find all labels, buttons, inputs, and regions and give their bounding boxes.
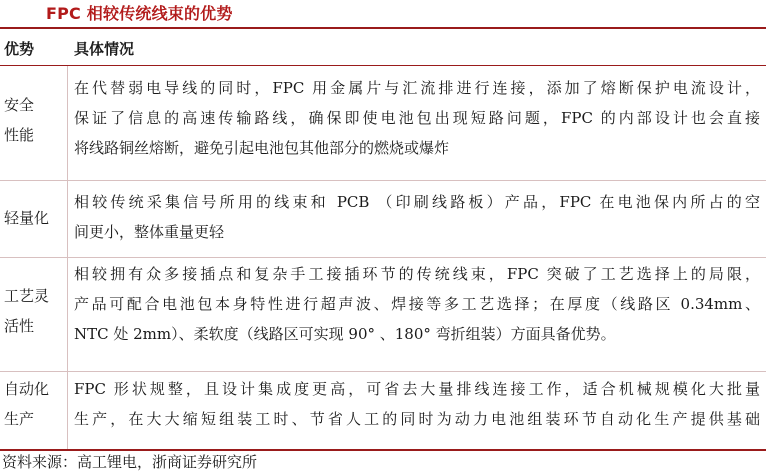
row-label-line: 轻量化 [4, 209, 50, 227]
row-description [74, 73, 760, 163]
row-description-line: 在代替弱电导线的同时，FPC 用金属片与汇流排进行连接，添加了熔断保护电流设计， [74, 79, 760, 97]
table-row [0, 181, 766, 257]
row-description-line: 生产，在大大缩短组装工时、节省人工的同时为动力电池组装环节自动化生产提供基础 [74, 410, 760, 428]
row-label-line: 安全 [4, 96, 35, 114]
row-description-line: 将线路铜丝熔断，避免引起电池包其他部分的燃烧或爆炸 [74, 139, 450, 157]
row-label-line: 自动化 [4, 380, 50, 398]
row-description-line: NTC 处 2mm）、柔软度（线路区可实现 90° 、180° 弯折组装）方面具备优势。 [74, 325, 616, 343]
row-label-line: 工艺灵 [4, 287, 50, 305]
row-description [74, 187, 760, 247]
row-description-line: FPC 形状规整，且设计集成度更高，可省去大量排线连接工作，适合机械规模化大批量 [74, 380, 760, 398]
row-description-line: 间更小，整体重量更轻 [74, 223, 225, 241]
table-row [0, 372, 766, 449]
row-label [4, 203, 60, 233]
row-label [4, 374, 60, 434]
row-description-line: 保证了信息的高速传输路线，确保即使电池包出现短路问题，FPC 的内部设计也会直接 [74, 109, 760, 127]
row-description [74, 259, 760, 349]
column-divider [67, 66, 68, 449]
table-header-row [0, 29, 766, 65]
row-label [4, 90, 60, 150]
row-description-line: 相较传统采集信号所用的线束和 PCB （印刷线路板）产品，FPC 在电池保内所占的空 [74, 193, 760, 211]
row-description-line: 相较拥有众多接插点和复杂手工接插环节的传统线束，FPC 突破了工艺选择上的局限， [74, 265, 760, 283]
header-cell-details: 具体情况 [74, 40, 135, 58]
row-description-line: 产品可配合电池包本身特性进行超声波、焊接等多工艺选择；在厚度（线路区 0.34mm、 [74, 295, 760, 313]
row-label [4, 281, 60, 341]
row-label-line: 活性 [4, 317, 35, 335]
page-title: FPC 相较传统线束的优势 [46, 4, 233, 23]
row-description [74, 374, 760, 434]
source-note: 资料来源：高工锂电，浙商证券研究所 [2, 453, 258, 471]
table-row [0, 66, 766, 180]
row-label-line: 性能 [4, 126, 35, 144]
row-label-line: 生产 [4, 410, 35, 428]
table-row [0, 258, 766, 371]
header-cell-advantage: 优势 [4, 40, 35, 58]
table-bottom-rule [0, 449, 766, 451]
